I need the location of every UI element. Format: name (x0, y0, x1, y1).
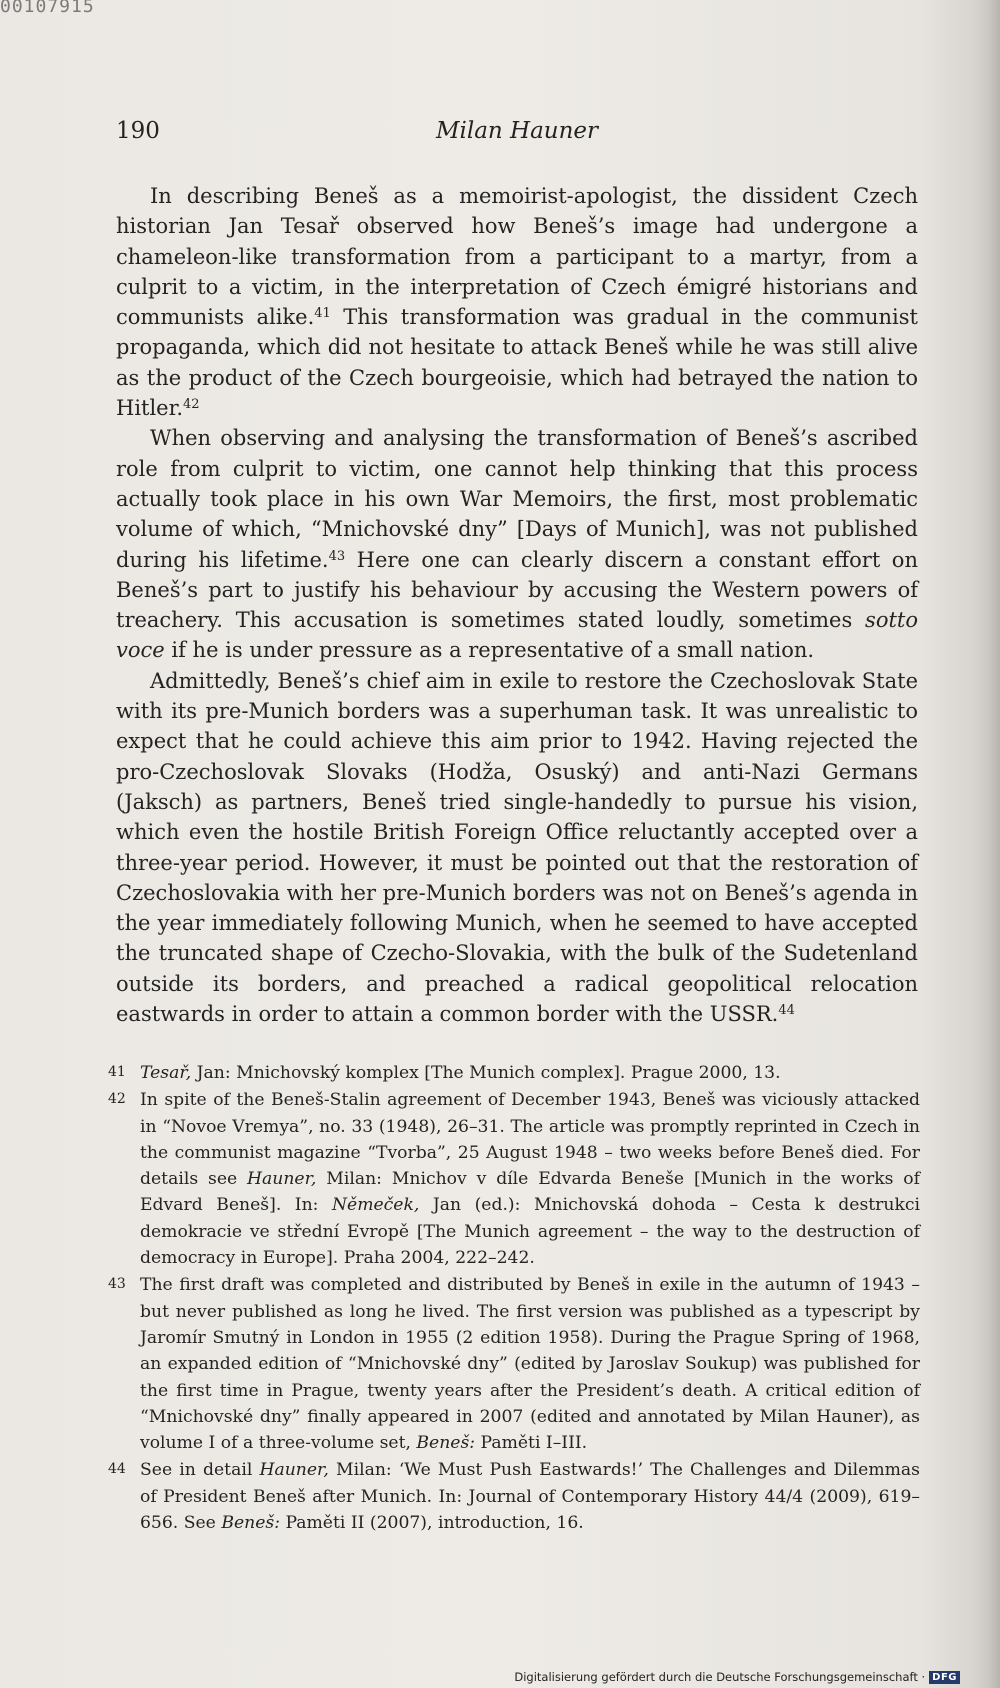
footnote-reference: 42 (183, 396, 200, 412)
text-run: Paměti I–III. (475, 1433, 588, 1454)
text-run: Milan: ‘We Must Push Eastwards!’ The Challenges and Dilemmas of President Beneš after Munich. In: Journal of Contemporary History 44/4 (2009), 619–656. See (140, 1460, 920, 1534)
footnote-number: 42 (108, 1091, 126, 1108)
italic-text: sotto voce (116, 608, 918, 663)
text-run: Admittedly, Beneš’s chief aim in exile to restore the Czechoslovak State with its pre-Munich borders was a superhuman task. It was unrealistic to expect that he could achieve this aim prior to 1942. Having rejected the pro-Czechoslovak Slovaks (Hodža, Osuský) and anti-Nazi Germans (Jaksch) as partners, Beneš tried single-handedly to pursue his vision, which even the hostile British Foreign Office reluctantly accepted over a three-year period. However, it must be pointed out that the restoration of Czechoslovakia with her pre-Munich borders was not on Beneš’s agenda in the year immediately following Munich, when he seemed to have accepted the truncated shape of Czecho-Slovakia, with the bulk of the Sudetenland outside its borders, and preached a radical geopolitical relocation eastwards in order to attain a common border with the USSR. (116, 668, 918, 1027)
italic-text: Beneš: (416, 1433, 476, 1454)
page-edge-shadow (986, 0, 1000, 1688)
main-text (116, 181, 918, 1029)
text-run: In spite of the Beneš-Stalin agreement of December 1943, Beneš was viciously attacked in “Novoe Vremya”, no. 33 (1948), 26–31. The article was promptly reprinted in Czech in the communist magazine “Tvorba”, 25 August 1948 – two weeks before Beneš died. For details see (140, 1090, 920, 1190)
text-run: Jan: Mnichovský komplex [The Munich complex]. Prague 2000, 13. (191, 1063, 781, 1083)
text-run: Paměti II (2007), introduction, 16. (279, 1513, 584, 1534)
text-run: if he is under pressure as a representative of a small nation. (164, 638, 815, 663)
footnote (108, 1272, 920, 1456)
dfg-logo: DFG (929, 1671, 960, 1684)
italic-text: Hauner, (247, 1169, 317, 1190)
footnote (108, 1087, 920, 1271)
footnote-reference: 44 (778, 1002, 795, 1018)
text-run: In describing Beneš as a memoirist-apologist, the dissident Czech historian Jan Tesař observed how Beneš’s image had undergone a chameleon-like transformation from a participant to a martyr, from a culprit to a victim, in the interpretation of Czech émigré historians and communists alike. (116, 184, 918, 330)
italic-text: Beneš: (221, 1513, 280, 1534)
scan-identifier: 00107915 (0, 0, 95, 17)
footnotes (108, 1060, 920, 1537)
footnote-reference: 43 (328, 548, 346, 564)
text-run: The first draft was completed and distributed by Beneš in exile in the autumn of 1943 – but never published as long he lived. The first version was published as a typescript by Jaromír Smutný in London in 1955 (2 edition 1958). During the Prague Spring of 1968, an expanded edition of “Mnichovské dny” (edited by Jaroslav Soukup) was published for the first time in Prague, twenty years after the President’s death. A critical edition of “Mnichovské dny” finally appeared in 2007 (edited and annotated by Milan Hauner), as volume I of a three-volume set, (140, 1275, 920, 1454)
paragraph (116, 181, 918, 423)
text-run: Milan: Mnichov v díle Edvarda Beneše [Munich in the works of Edvard Beneš]. In: (140, 1169, 921, 1216)
text-run: Here one can clearly discern a constant effort on Beneš’s part to justify his behaviour by accusing the Western powers of treachery. This accusation is sometimes stated loudly, sometimes (116, 547, 918, 633)
page-header (116, 118, 918, 148)
footnote-number: 41 (108, 1064, 126, 1080)
text-run: Jan (ed.): Mnichovská dohoda – Cesta k destrukci demokracie ve střední Evropě [The Munich agreement – the way to the destruction of democracy in Europe]. Praha 2004, 222–242. (140, 1195, 921, 1269)
paragraph (116, 423, 918, 665)
footer-text: Digitalisierung gefördert durch die Deutsche Forschungsgemeinschaft · (514, 1670, 926, 1684)
footnote-reference: 41 (314, 306, 331, 322)
text-run: See in detail (140, 1460, 260, 1481)
footnote (108, 1457, 920, 1536)
paragraph (116, 666, 918, 1030)
footnote-number: 43 (108, 1276, 126, 1293)
page-number: 190 (116, 118, 160, 144)
italic-text: Tesař, (140, 1063, 192, 1083)
running-head: Milan Hauner (435, 118, 599, 144)
footnote-number: 44 (108, 1461, 126, 1478)
text-run: This transformation was gradual in the communist propaganda, which did not hesitate to attack Beneš while he was still alive as the product of the Czech bourgeoisie, which had betrayed the nation to Hitler. (116, 305, 918, 421)
footnote (108, 1060, 920, 1086)
footer-credit (514, 1670, 960, 1684)
italic-text: Němeček, (331, 1195, 420, 1216)
text-run: When observing and analysing the transformation of Beneš’s ascribed role from culprit to victim, one cannot help thinking that this process actually took place in his own War Memoirs, the first, most problematic volume of which, “Mnichovské dny” [Days of Munich], was not published during his lifetime. (116, 426, 918, 572)
italic-text: Hauner, (259, 1460, 329, 1481)
